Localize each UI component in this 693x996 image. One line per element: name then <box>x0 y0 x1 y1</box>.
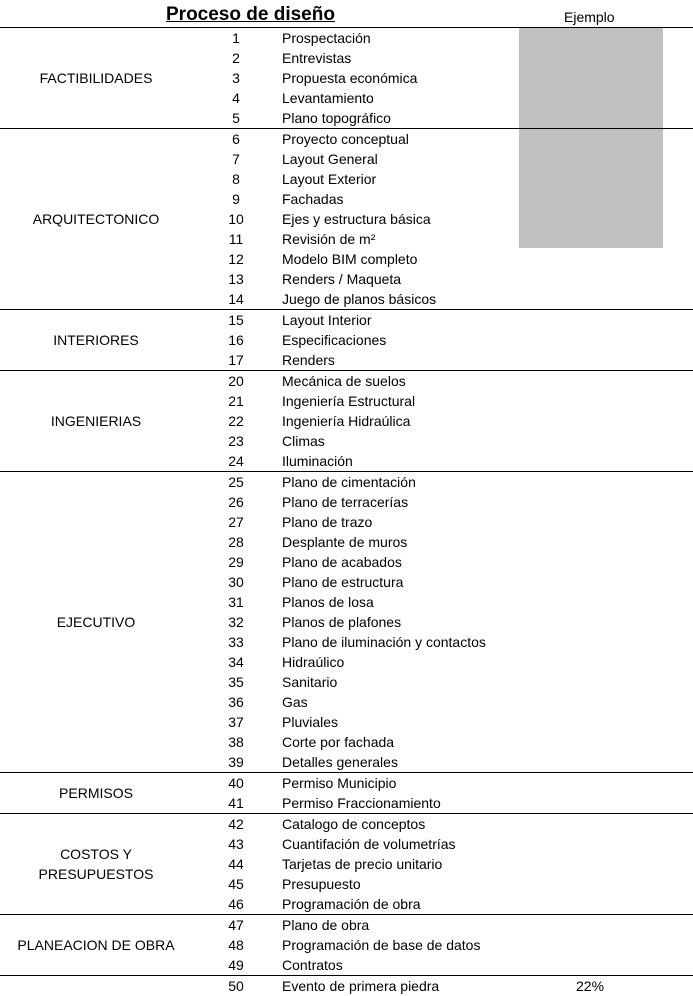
task-number: 27 <box>228 514 244 530</box>
process-section <box>0 309 693 370</box>
task-row <box>0 492 693 512</box>
task-row <box>0 330 693 350</box>
section-name: COSTOS Y PRESUPUESTOS <box>38 846 154 882</box>
task-name: Plano de iluminación y contactos <box>282 634 486 650</box>
process-section <box>0 370 693 471</box>
task-row <box>0 391 693 411</box>
task-name: Detalles generales <box>282 754 398 770</box>
task-row <box>0 592 693 612</box>
task-number: 45 <box>228 876 244 892</box>
task-row <box>0 732 693 752</box>
task-row <box>0 652 693 672</box>
task-number: 5 <box>232 110 240 126</box>
task-number: 28 <box>228 534 244 550</box>
section-name: PERMISOS <box>59 785 133 801</box>
task-row <box>0 955 693 975</box>
task-name: Permiso Municipio <box>282 775 397 791</box>
task-row <box>0 612 693 632</box>
task-name: Planos de plafones <box>282 614 402 630</box>
task-name: Proyecto conceptual <box>282 131 409 147</box>
task-list <box>0 371 693 471</box>
task-row <box>0 712 693 732</box>
task-row <box>0 552 693 572</box>
task-name: Cuantifación de volumetrías <box>282 836 456 852</box>
task-row <box>0 149 693 169</box>
task-number: 10 <box>228 211 244 227</box>
process-section <box>0 813 693 914</box>
task-name: Mecánica de suelos <box>282 373 406 389</box>
process-section <box>0 772 693 813</box>
task-row <box>0 350 693 370</box>
task-name: Propuesta económica <box>282 70 418 86</box>
task-row <box>0 189 693 209</box>
task-list <box>0 310 693 370</box>
task-number: 21 <box>228 393 244 409</box>
task-row <box>0 632 693 652</box>
task-number: 30 <box>228 574 244 590</box>
task-number: 47 <box>228 917 244 933</box>
task-row <box>0 976 693 996</box>
task-number: 7 <box>232 151 240 167</box>
task-row <box>0 371 693 391</box>
task-name: Iluminación <box>282 453 353 469</box>
task-row <box>0 874 693 894</box>
task-number: 16 <box>228 332 244 348</box>
task-name: Layout General <box>282 151 378 167</box>
page-title: Proceso de diseño <box>166 4 335 25</box>
process-section <box>0 128 693 309</box>
task-number: 3 <box>232 70 240 86</box>
task-number: 20 <box>228 373 244 389</box>
task-row <box>0 48 693 68</box>
process-section <box>0 975 693 996</box>
task-name: Plano topográfico <box>282 110 391 126</box>
task-name: Entrevistas <box>282 50 352 66</box>
task-number: 38 <box>228 734 244 750</box>
task-row <box>0 572 693 592</box>
task-row <box>0 814 693 834</box>
process-section <box>0 27 693 128</box>
task-name: Permiso Fraccionamiento <box>282 795 441 811</box>
task-name: Layout Interior <box>282 312 372 328</box>
task-name: Evento de primera piedra <box>282 978 440 994</box>
task-list <box>0 472 693 772</box>
section-name: INTERIORES <box>53 332 139 348</box>
task-number: 12 <box>228 251 244 267</box>
task-name: Ingeniería Hidraúlica <box>282 413 411 429</box>
task-list <box>0 773 693 813</box>
task-number: 4 <box>232 90 240 106</box>
task-row <box>0 269 693 289</box>
task-list <box>0 28 693 128</box>
task-number: 29 <box>228 554 244 570</box>
task-name: Layout Exterior <box>282 171 377 187</box>
task-row <box>0 854 693 874</box>
task-number: 9 <box>232 191 240 207</box>
task-number: 22 <box>228 413 244 429</box>
section-name: PLANEACION DE OBRA <box>17 937 175 953</box>
task-name: Plano de obra <box>282 917 370 933</box>
task-name: Hidraúlico <box>282 654 345 670</box>
task-row <box>0 451 693 471</box>
task-number: 14 <box>228 291 244 307</box>
task-number: 37 <box>228 714 244 730</box>
task-name: Corte por fachada <box>282 734 395 750</box>
task-number: 33 <box>228 634 244 650</box>
task-name: Ejes y estructura básica <box>282 211 431 227</box>
task-row <box>0 28 693 48</box>
task-name: Gas <box>282 694 308 710</box>
example-label: Ejemplo <box>564 9 615 25</box>
task-name: Plano de cimentación <box>282 474 416 490</box>
task-number: 17 <box>228 352 244 368</box>
task-row <box>0 249 693 269</box>
task-name: Pluviales <box>282 714 339 730</box>
task-name: Ingeniería Estructural <box>282 393 416 409</box>
section-name: INGENIERIAS <box>50 413 142 429</box>
task-list <box>0 129 693 309</box>
task-row <box>0 915 693 935</box>
task-row <box>0 532 693 552</box>
task-row <box>0 472 693 492</box>
task-name: Presupuesto <box>282 876 361 892</box>
task-number: 8 <box>232 171 240 187</box>
task-name: Sanitario <box>282 674 338 690</box>
task-name: Plano de terracerías <box>282 494 409 510</box>
task-name: Programación de obra <box>282 896 421 912</box>
task-row <box>0 108 693 128</box>
task-row <box>0 88 693 108</box>
task-list <box>0 976 693 996</box>
task-number: 49 <box>228 957 244 973</box>
task-name: Planos de losa <box>282 594 374 610</box>
task-row <box>0 512 693 532</box>
task-number: 34 <box>228 654 244 670</box>
task-name: Modelo BIM completo <box>282 251 418 267</box>
task-name: Contratos <box>282 957 343 973</box>
task-name: Programación de base de datos <box>282 937 481 953</box>
task-number: 48 <box>228 937 244 953</box>
task-name: Tarjetas de precio unitario <box>282 856 443 872</box>
task-row <box>0 894 693 914</box>
task-number: 13 <box>228 271 244 287</box>
task-row <box>0 935 693 955</box>
task-list <box>0 814 693 914</box>
task-row <box>0 169 693 189</box>
task-row <box>0 752 693 772</box>
task-number: 25 <box>228 474 244 490</box>
task-number: 24 <box>228 453 244 469</box>
task-name: Fachadas <box>282 191 344 207</box>
task-number: 23 <box>228 433 244 449</box>
task-number: 6 <box>232 131 240 147</box>
task-row <box>0 209 693 229</box>
task-row <box>0 129 693 149</box>
task-number: 32 <box>228 614 244 630</box>
task-row <box>0 672 693 692</box>
task-number: 39 <box>228 754 244 770</box>
process-sections <box>0 27 693 996</box>
task-number: 50 <box>228 978 244 994</box>
task-name: Levantamiento <box>282 90 374 106</box>
task-number: 11 <box>228 231 244 247</box>
task-name: Prospectación <box>282 30 371 46</box>
task-row <box>0 834 693 854</box>
task-row <box>0 289 693 309</box>
task-row <box>0 793 693 813</box>
task-name: Revisión de m² <box>282 231 376 247</box>
task-percentage: 22% <box>576 978 605 994</box>
task-number: 43 <box>228 836 244 852</box>
task-number: 15 <box>228 312 244 328</box>
task-number: 40 <box>228 775 244 791</box>
section-name: EJECUTIVO <box>56 614 136 630</box>
task-name: Catalogo de conceptos <box>282 816 426 832</box>
task-number: 35 <box>228 674 244 690</box>
task-number: 2 <box>232 50 240 66</box>
task-name: Climas <box>282 433 325 449</box>
section-name: FACTIBILIDADES <box>39 70 153 86</box>
task-list <box>0 915 693 975</box>
task-row <box>0 692 693 712</box>
process-section <box>0 914 693 975</box>
task-number: 46 <box>228 896 244 912</box>
task-row <box>0 411 693 431</box>
task-number: 31 <box>228 594 244 610</box>
task-row <box>0 310 693 330</box>
task-number: 42 <box>228 816 244 832</box>
task-name: Renders <box>282 352 335 368</box>
task-name: Plano de trazo <box>282 514 373 530</box>
process-section <box>0 471 693 772</box>
task-row <box>0 229 693 249</box>
task-number: 36 <box>228 694 244 710</box>
task-number: 1 <box>232 30 240 46</box>
task-row <box>0 773 693 793</box>
task-number: 44 <box>228 856 244 872</box>
task-number: 41 <box>228 795 244 811</box>
task-name: Especificaciones <box>282 332 387 348</box>
task-name: Renders / Maqueta <box>282 271 402 287</box>
section-name: ARQUITECTONICO <box>32 211 160 227</box>
task-name: Juego de planos básicos <box>282 291 437 307</box>
task-row <box>0 68 693 88</box>
task-name: Plano de estructura <box>282 574 404 590</box>
task-name: Plano de acabados <box>282 554 402 570</box>
task-row <box>0 431 693 451</box>
task-number: 26 <box>228 494 244 510</box>
task-name: Desplante de muros <box>282 534 408 550</box>
